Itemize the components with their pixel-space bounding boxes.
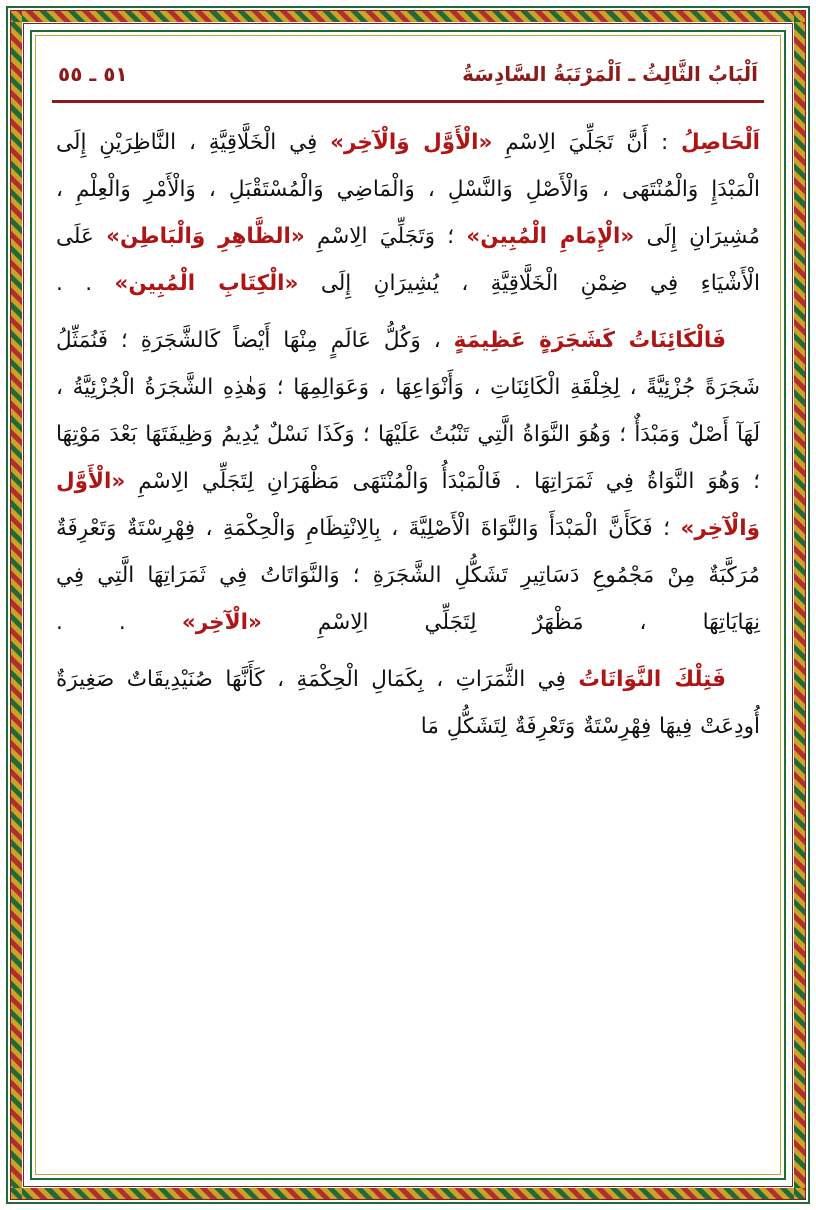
paragraph	[56, 317, 760, 646]
text-run: ؛ وَتَجَلِّيَ الِاسْمِ	[304, 224, 467, 249]
highlighted-term: اَلْحَاصِلُ	[681, 130, 761, 155]
highlighted-term: «الْآخِر»	[181, 610, 262, 635]
paragraph	[56, 119, 760, 307]
body-text	[46, 103, 770, 750]
text-run: عَلَى الْأَشْيَاءِ فِي ضِمْنِ الْخَلَّاقِيَّةِ ، يُشِيرَانِ إِلَى	[56, 224, 761, 296]
page-header	[46, 48, 770, 92]
text-run: فِي الْخَلَّاقِيَّةِ ، النَّاظِرَيْنِ إِلَى الْمَبْدَإِ وَالْمُنْتَهَى ، وَالْأَصْلِ وَالنَّسْلِ ، وَالْمَاضِي وَالْمُسْتَقْبَلِ ، وَالْأَمْرِ وَالْعِلْمِ ، مُشِيرَانِ إِلَى	[56, 130, 760, 249]
highlighted-term: «الظَّاهِرِ وَالْبَاطِن»	[106, 224, 305, 249]
chapter-title: اَلْبَابُ الثَّالِثُ ـ اَلْمَرْتَبَةُ السَّادِسَةُ	[462, 62, 758, 86]
page-range: ٥١ ـ ٥٥	[58, 62, 128, 86]
highlighted-term: «الْإِمَامِ الْمُبِين»	[466, 224, 635, 249]
text-run: ؛ فَكَأَنَّ الْمَبْدَأَ وَالنَّوَاةَ الْأَصْلِيَّةَ ، بِالِانْتِظَامِ وَالْحِكْمَةِ ، فِهْرِسْتَةٌ وَتَعْرِفَةٌ مُرَكَّبَةٌ مِنْ مَجْمُوعِ دَسَاتِيرِ تَشَكُّلِ الشَّجَرَةِ ؛ وَالنَّوَاتَاتُ فِي ثَمَرَاتِهَا الَّتِي فِي نِهَايَاتِهَا ، مَظْهَرٌ لِتَجَلِّي الِاسْمِ	[56, 516, 760, 635]
text-run: . .	[56, 610, 182, 635]
highlighted-term: «الْأَوَّل وَالْآخِر»	[330, 130, 493, 155]
highlighted-term: «الْأَوَّل وَالْآخِر»	[56, 469, 760, 541]
paragraph	[56, 656, 760, 750]
highlighted-term: فَتِلْكَ النَّوَاتَاتُ	[578, 667, 726, 692]
text-run: فِي الثَّمَرَاتِ ، بِكَمَالِ الْحِكْمَةِ ، كَأَنَّهَا صُنَيْدِيقَاتٌ صَغِيرَةٌ أُودِعَتْ فِيهَا فِهْرِسْتَةٌ وَتَعْرِفَةٌ لِتَشَكُّلِ مَا	[56, 667, 760, 739]
text-run: ، وَكُلُّ عَالَمٍ مِنْهَا أَيْضاً كَالشَّجَرَةِ ؛ فَنُمَثِّلُ شَجَرَةً جُزْئِيَّةً ، لِخِلْقَةِ الْكَائِنَاتِ ، وَأَنْوَاعِهَا ، وَعَوَالِمِهَا ؛ وَهٰذِهِ الشَّجَرَةُ الْجُزْئِيَّةُ ، لَهَآ أَصْلٌ وَمَبْدَأٌ ؛ وَهُوَ النَّوَاةُ الَّتِي تَنْبُتُ عَلَيْهَا ؛ وَكَذَا نَسْلٌ يُدِيمُ وَظِيفَتَهَا بَعْدَ مَوْتِهَا ؛ وَهُوَ النَّوَاةُ فِي ثَمَرَاتِهَا . فَالْمَبْدَأُ وَالْمُنْتَهَى مَظْهَرَانِ لِتَجَلِّي الِاسْمِ	[56, 328, 760, 494]
highlighted-term: «الْكِتَابِ الْمُبِين»	[114, 271, 299, 296]
text-run: . .	[56, 271, 115, 296]
text-run: : أَنَّ تَجَلِّيَ الِاسْمِ	[492, 130, 682, 155]
page-content	[46, 48, 770, 1166]
highlighted-term: فَالْكَائِنَاتُ كَشَجَرَةٍ عَظِيمَةٍ	[453, 328, 726, 353]
